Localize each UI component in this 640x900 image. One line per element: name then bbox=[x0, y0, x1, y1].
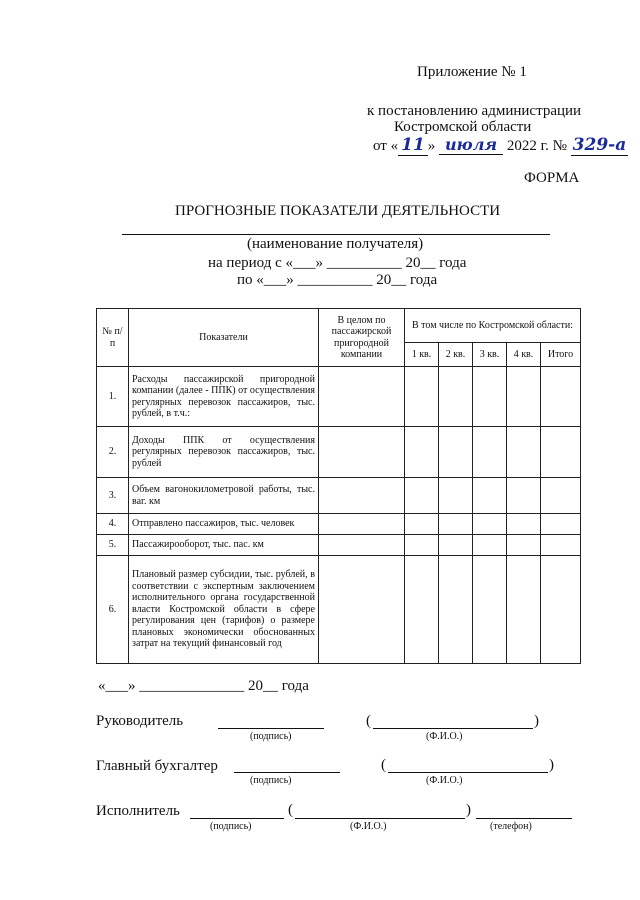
row-number: 5. bbox=[97, 535, 129, 556]
decree-date bbox=[373, 135, 628, 156]
date-day-handwritten: 11 bbox=[398, 135, 428, 156]
indicators-table bbox=[96, 308, 581, 664]
executor-label: Исполнитель bbox=[96, 803, 180, 819]
decree-line-2: Костромской области bbox=[394, 119, 532, 135]
row-indicator: Пассажирооборот, тыс. пас. км bbox=[129, 535, 319, 556]
report-date-line: «___» ______________ 20__ года bbox=[98, 678, 309, 694]
executor-sign-line[interactable] bbox=[190, 818, 284, 819]
accountant-fio-line[interactable] bbox=[388, 772, 548, 773]
executor-phone-line[interactable] bbox=[476, 818, 572, 819]
accountant-sign-line[interactable] bbox=[234, 772, 340, 773]
row-indicator: Объем вагонокилометровой работы, тыс. ваг. км bbox=[129, 478, 319, 514]
table-row bbox=[97, 427, 581, 478]
head-sign-line[interactable] bbox=[218, 728, 324, 729]
decree-line-1: к постановлению администрации bbox=[367, 103, 582, 119]
table-row bbox=[97, 367, 581, 427]
row-indicator: Доходы ППК от осуществления регулярных перевозок пассажиров, тыс. рублей bbox=[129, 427, 319, 478]
date-year: 2022 г. № bbox=[506, 138, 567, 154]
period-from: на период с «___» __________ 20__ года bbox=[208, 255, 467, 271]
accountant-fio-close: ) bbox=[549, 757, 554, 773]
row-indicator: Отправлено пассажиров, тыс. человек bbox=[129, 514, 319, 535]
executor-fio-line[interactable] bbox=[295, 818, 465, 819]
row-number: 3. bbox=[97, 478, 129, 514]
header-q2: 2 кв. bbox=[439, 343, 473, 367]
row-number: 2. bbox=[97, 427, 129, 478]
accountant-sign-caption: (подпись) bbox=[250, 775, 292, 786]
table-row bbox=[97, 514, 581, 535]
decree-number-handwritten: 329-а bbox=[572, 135, 627, 155]
date-month-handwritten: июля bbox=[439, 135, 503, 155]
header-kostroma: В том числе по Костромской области: bbox=[405, 309, 581, 343]
form-label: ФОРМА bbox=[524, 170, 580, 186]
head-sign-caption: (подпись) bbox=[250, 731, 292, 742]
head-fio-open: ( bbox=[366, 713, 371, 729]
table-row bbox=[97, 478, 581, 514]
appendix-title: Приложение № 1 bbox=[417, 64, 527, 80]
row-number: 1. bbox=[97, 367, 129, 427]
recipient-line bbox=[122, 234, 550, 235]
row-indicator: Расходы пассажирской пригородной компании (далее - ППК) от осуществления регулярных перевозок пассажиров, тыс. рублей, в т.ч.: bbox=[129, 367, 319, 427]
head-fio-line[interactable] bbox=[373, 728, 533, 729]
executor-phone-caption: (телефон) bbox=[490, 821, 532, 832]
executor-fio-open: ( bbox=[288, 802, 293, 818]
table-row bbox=[97, 556, 581, 664]
header-year-total: Итого bbox=[541, 343, 581, 367]
row-number: 4. bbox=[97, 514, 129, 535]
accountant-fio-open: ( bbox=[381, 757, 386, 773]
accountant-label: Главный бухгалтер bbox=[96, 758, 218, 774]
recipient-caption: (наименование получателя) bbox=[247, 236, 424, 252]
header-num: № п/п bbox=[97, 309, 129, 367]
head-fio-close: ) bbox=[534, 713, 539, 729]
accountant-fio-caption: (Ф.И.О.) bbox=[426, 775, 463, 786]
page-title: ПРОГНОЗНЫЕ ПОКАЗАТЕЛИ ДЕЯТЕЛЬНОСТИ bbox=[175, 203, 501, 219]
header-indicators: Показатели bbox=[129, 309, 319, 367]
header-q3: 3 кв. bbox=[473, 343, 507, 367]
executor-fio-caption: (Ф.И.О.) bbox=[350, 821, 387, 832]
executor-sign-caption: (подпись) bbox=[210, 821, 252, 832]
executor-fio-close: ) bbox=[466, 802, 471, 818]
table-row bbox=[97, 535, 581, 556]
header-q1: 1 кв. bbox=[405, 343, 439, 367]
header-total-company: В целом по пассажирской пригородной компании bbox=[319, 309, 405, 367]
date-mid: » bbox=[427, 138, 436, 154]
row-number: 6. bbox=[97, 556, 129, 664]
header-q4: 4 кв. bbox=[507, 343, 541, 367]
row-indicator: Плановый размер субсидии, тыс. рублей, в соответствии с экспертным заключением исполнительного органа государственной власти Костромской области в сфере регулирования цен (тарифов) о размере плановых экономически обоснованных затрат на текущий финансовый год bbox=[129, 556, 319, 664]
head-fio-caption: (Ф.И.О.) bbox=[426, 731, 463, 742]
date-prefix: от « bbox=[373, 138, 399, 154]
head-label: Руководитель bbox=[96, 713, 184, 729]
period-to: по «___» __________ 20__ года bbox=[237, 272, 438, 288]
